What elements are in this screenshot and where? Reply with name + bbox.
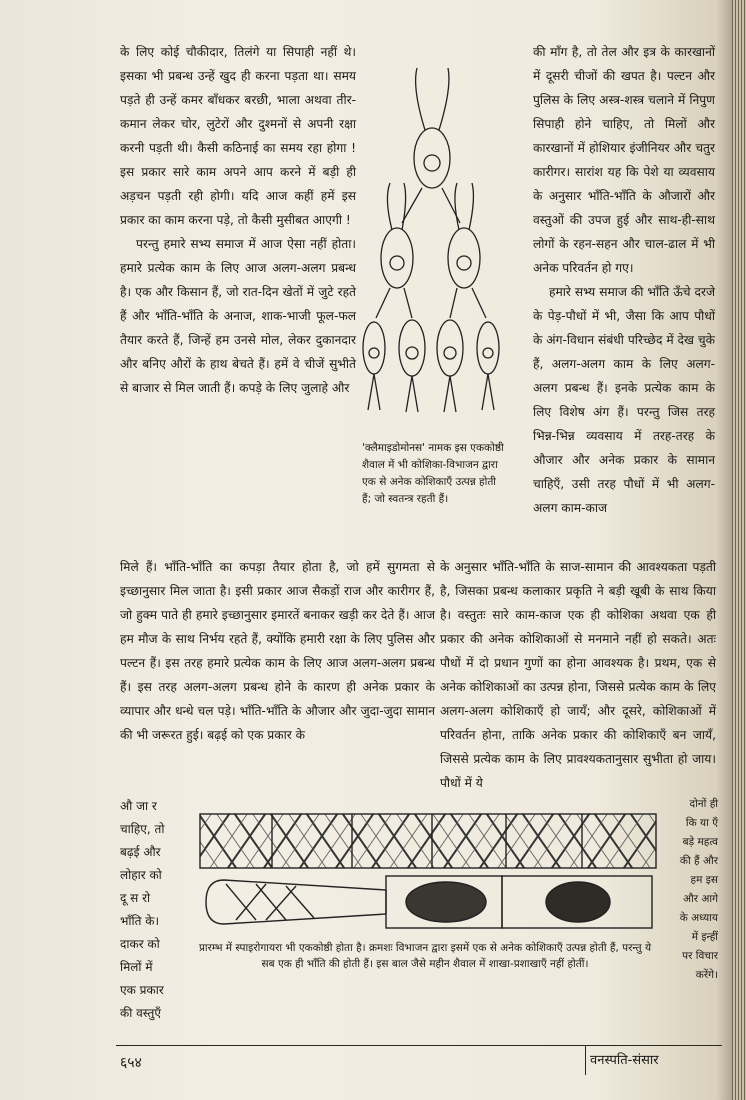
figure-caption: 'क्लैमाइडोमोनस' नामक इस एककोष्ठी शैवाल में भी कोशिका-विभाजन द्वारा एक से अनेक कोशिकाएँ उत्पन्न होती हैं; जो स्वतन्त्र रहती हैं। <box>362 442 504 505</box>
text-line: चाहिए, तो <box>120 822 165 836</box>
body-text-right: के अनुसार भाँति-भाँति के साज-सामान की आवश्यकता पड़ती है, जिसका प्रबन्ध कलाकार प्रकृति ने बड़ी खूबी के साथ किया है। वस्तुतः सारे काम-काज एक ही कोशिका अथवा एक ही प्रकार की अनेक कोशिकाओं से मनमाने नहीं हो सकते। अतः पौधों में दो प्रधान गुणों का होना आवश्यक है। प्रथम, एक से अनेक कोशिकाओं का उत्पन्न होना, जिससे प्रत्येक काम के लिए अलग-अलग कोशिकाएँ हो जायँ; और दूसरे, कोशिकाओं में परिवर्तन होना, ताकि अनेक प्रकार की कोशिकाएँ बन जायँ, जिससे प्रत्येक काम के लिए प्रावश्यकतानुसार सुभीता हो जाय। पौधों में ये <box>440 560 716 790</box>
text-line: बढ़ई और <box>120 845 161 859</box>
text-line: मिलों में <box>120 960 153 974</box>
text-line: करेंगे। <box>695 969 718 981</box>
text-line: हम इस <box>690 874 718 886</box>
text-line: बड़े महत्व <box>682 836 718 848</box>
text-line: और आगे <box>682 893 718 905</box>
page-edge <box>732 0 746 1100</box>
text-line: के अध्याय <box>679 912 718 924</box>
text-line: औ जा र <box>120 799 157 813</box>
text-line: में इन्हीं <box>691 931 718 943</box>
paragraph: की माँग है, तो तेल और इत्र के कारखानों में दूसरी चीजों की खपत है। पल्टन और पुलिस के लिए अस्त्र-शस्त्र चलाने में निपुण सिपाही होने चाहिए, तो मिलों और कारखानों में होशियार इंजीनियर और चतुर कारीगर। सारांश यह कि पेशे या व्यवसाय के अनुसार भाँति-भाँति के औजारों और वस्तुओं की उपज हुई और साथ-ही-साथ लोगों के रहन-सहन और चाल-ढाल में भी अनेक परिवर्तन हो गए। <box>533 45 715 275</box>
wrap-text-left <box>120 795 186 1025</box>
text-line: कि या एँ <box>685 817 718 829</box>
paragraph: हमारे सभ्य समाज की भाँति ऊँचे दरजे के पेड़-पौधों में भी, जैसा कि आप पौधों के अंग-विधान संबंधी परिच्छेद में देख चुके हैं, अलग-अलग काम के लिए अलग-अलग प्रबन्ध हैं। इनके प्रत्येक काम के लिए विशेष अंग हैं। परन्तु जिस तरह भिन्न-भिन्न व्यवसाय में तरह-तरह के औजार और अनेक प्रकार के सामान चाहिएँ, उसी तरह पौधों में भी अलग-अलग काम-काज <box>533 285 715 515</box>
text-line: दाकर को <box>120 937 160 951</box>
text-line: एक प्रकार <box>120 983 164 997</box>
text-line: पर विचार <box>682 950 718 962</box>
running-title: वनस्पति-संसार <box>590 1053 659 1068</box>
page-number: ६५४ <box>120 1055 142 1071</box>
chlamydomonas-figure <box>362 48 502 428</box>
paragraph: के लिए कोई चौकीदार, तिलंगे या सिपाही नहीं थे। इसका भी प्रबन्ध उन्हें खुद ही करना पड़ता था। समय पड़ते ही उन्हें कमर बाँधकर बरछी, भाला अथवा तीर-कमान लेकर चोर, लुटेरों और दुश्मनों से अपनी रक्षा करनी पड़ती थी। कैसी कठिनाई का समय रहा होगा ! इस प्रकार सारे काम अपने आप करने में बड़ी ही अड़चन पड़ती रही होगी। यदि आज कहीं हमें इस प्रकार का काम करना पड़े, तो कैसी मुसीबत आएगी ! <box>120 45 356 227</box>
text-line: की हैं और <box>679 855 718 867</box>
footer-divider <box>585 1045 586 1075</box>
text-line: भाँति के। <box>120 914 160 928</box>
text-line: की वस्तुएँ <box>120 1006 161 1020</box>
text-line: दू स रो <box>120 891 151 905</box>
column-left <box>120 40 356 400</box>
text-line: लोहार को <box>120 868 162 882</box>
wrap-text-right <box>663 795 718 985</box>
paragraph: परन्तु हमारे सभ्य समाज में आज ऐसा नहीं होता। हमारे प्रत्येक काम के लिए आज अलग-अलग प्रबन्ध है। एक और किसान हैं, जो रात-दिन खेतों में जुटे रहते हैं और भाँति-भाँति के अनाज, शाक-भाजी फूल-फल तैयार करते हैं, जिन्हें हम उनसे मोल, लेकर दुकानदार और बनिए औरों के हाथ बेचते हैं। हमें वे चीजें सुभीते से बाजार से मिल जाती हैं। कपड़े के लिए जुलाहे और <box>120 237 356 395</box>
body-text-left: मिले हैं। भाँति-भाँति का कपड़ा तैयार होता है, जो हमें सुगमता से इच्छानुसार मिल जाता है। इसी प्रकार आज सैकड़ों राज और कारीगर हैं, जो हुक्म पाते ही हमारे इच्छानुसार इमारतें बनाकर खड़ी कर देते हैं। आज हम मौज के साथ निर्भय रहते हैं, क्योंकि हमारी रक्षा के लिए पुलिस और पल्टन हैं। इस तरह हमारे प्रत्येक काम के लिए आज अलग-अलग प्रबन्ध हैं। इस तरह अलग-अलग प्रबन्ध होने के कारण ही अनेक प्रकार के व्यापार और धन्धे चल पड़े। भाँति-भाँति के औजार और जुदा-जुदा सामान की भी जरूरत हुई। बढ़ई को एक प्रकार के <box>120 560 435 742</box>
spirogyra-figure <box>196 810 660 935</box>
text-line: दोनों ही <box>689 798 718 810</box>
figure-caption: प्रारम्भ में स्पाइरोगायरा भी एककोष्ठी होता है। क्रमशः विभाजन द्वारा इसमें एक से अनेक कोशिकाएँ उत्पन्न होती हैं, परन्तु ये सब एक ही भाँति की होती हैं। इस बाल जैसे महीन शैवाल में शाखा-प्रशाखाएँ नहीं होतीं। <box>198 942 652 970</box>
footer-rule <box>116 1045 722 1046</box>
column-right <box>533 40 715 520</box>
